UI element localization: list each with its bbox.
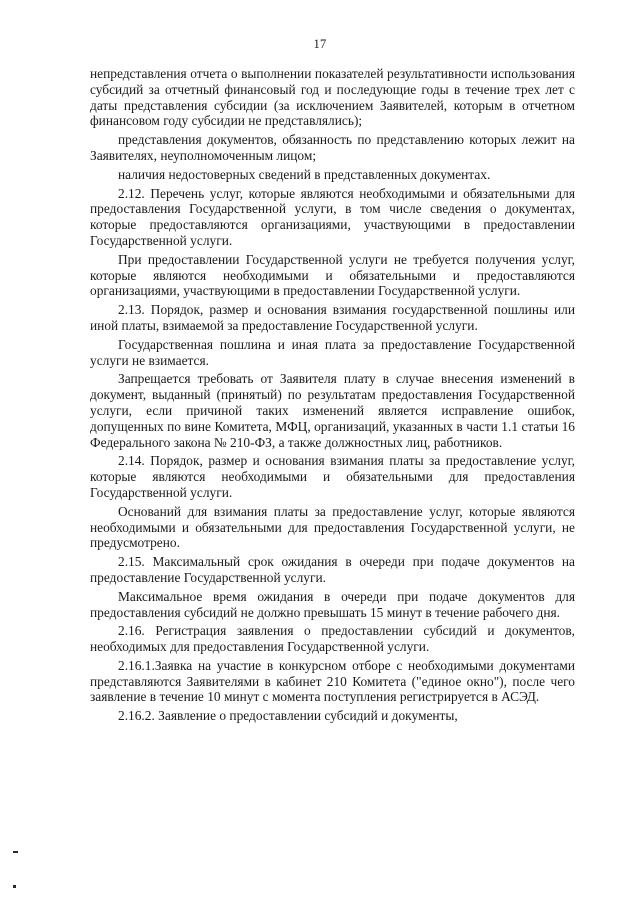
- section-heading-2-13: 2.13. Порядок, размер и основания взимания государственной пошлины или иной платы, взимаемой за предоставление Государственной услуги.: [90, 302, 575, 333]
- page-number: 17: [313, 37, 327, 51]
- paragraph: Максимальное время ожидания в очереди при подаче документов для предоставления субсидий не должно превышать 15 минут в течение рабочего дня.: [90, 588, 575, 620]
- paragraph: Государственная пошлина и иная плата за предоставление Государственной услуги не взимается.: [90, 336, 575, 368]
- section-heading-2-12: 2.12. Перечень услуг, которые являются необходимыми и обязательными для предоставления Государственной услуги, в том числе сведения о документах, которые предоставляются организациями, участвующими в предоставлении Государственной услуги.: [90, 185, 575, 248]
- paragraph: При предоставлении Государственной услуги не требуется получения услуг, которые являются необходимыми и обязательными и предоставляются организациями, участвующими в предоставлении Государственной услуги.: [90, 251, 575, 299]
- section-heading-2-16: 2.16. Регистрация заявления о предоставлении субсидий и документов, необходимых для предоставления Государственной услуги.: [90, 623, 575, 655]
- paragraph: Запрещается требовать от Заявителя плату в случае внесения изменений в документ, выданный (принятый) по результатам предоставления Государственной услуги, если причиной таких изменений является исправление ошибок, допущенных по вине Комитета, МФЦ, организаций, указанных в части 1.1 статьи 16 Федерального закона № 210-ФЗ, а также должностных лиц, работников.: [90, 371, 575, 450]
- scan-mark: [13, 851, 18, 853]
- section-heading-2-15: 2.15. Максимальный срок ожидания в очереди при подаче документов на предоставление Государственной услуги.: [90, 554, 575, 585]
- section-heading-2-14: 2.14. Порядок, размер и основания взимания платы за предоставление услуг, которые являются необходимыми и обязательными для предоставления Государственной услуги.: [90, 453, 575, 500]
- paragraph: наличия недостоверных сведений в представленных документах.: [118, 166, 491, 182]
- paragraph: представления документов, обязанность по представлению которых лежит на Заявителях, неуполномоченным лицом;: [90, 132, 575, 163]
- paragraph: 2.16.1.Заявка на участие в конкурсном отборе с необходимыми документами представляются Заявителями в кабинет 210 Комитета ("единое окно"), после чего заявление в течение 10 минут с момента поступления регистрируется в АСЭД.: [90, 657, 575, 705]
- paragraph: Оснований для взимания платы за предоставление услуг, которые являются необходимыми и обязательными для предоставления Государственной услуги, не предусмотрено.: [90, 503, 575, 551]
- paragraph: непредставления отчета о выполнении показателей результативности использования субсидий за отчетный финансовый год и последующие годы в течение трех лет с даты представления субсидии (за исключением Заявителей, которым в отчетном финансовом году субсидии не представлялись);: [90, 66, 575, 129]
- paragraph: 2.16.2. Заявление о предоставлении субсидий и документы,: [118, 708, 458, 724]
- document-body: [90, 66, 575, 727]
- scan-mark: [13, 885, 16, 888]
